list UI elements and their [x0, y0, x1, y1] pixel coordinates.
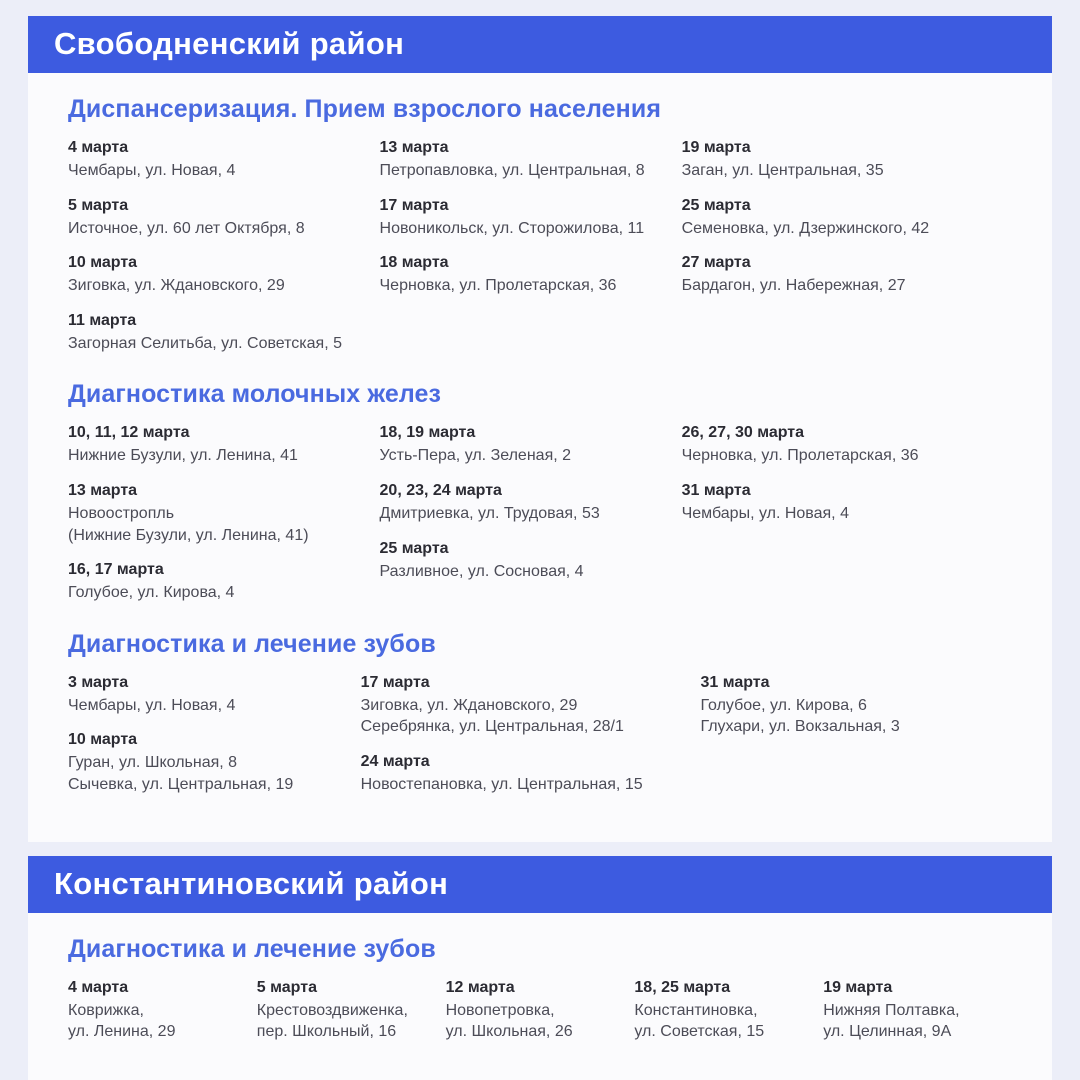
schedule-entry	[682, 423, 996, 467]
entry-place-line: Голубое, ул. Кирова, 6	[700, 696, 867, 714]
district-card	[28, 856, 1052, 1080]
schedule-column	[446, 978, 635, 1057]
schedule-column	[257, 978, 446, 1057]
entry-place-line: Чембары, ул. Новая, 4	[68, 696, 236, 714]
entry-place	[68, 695, 345, 717]
schedule-entry	[68, 423, 364, 467]
entry-date: 25 марта	[379, 539, 449, 557]
section-columns	[68, 423, 1012, 617]
entry-date: 25 марта	[681, 196, 751, 214]
entry-place-line: ул. Целинная, 9А	[823, 1023, 952, 1041]
entry-date: 18 марта	[379, 254, 449, 272]
section-columns	[68, 138, 1012, 368]
entry-place-line: Зиговка, ул. Ждановского, 29	[68, 277, 285, 295]
section-title: Диагностика и лечение зубов	[68, 629, 436, 658]
schedule-entry	[68, 978, 245, 1043]
schedule-entry	[68, 730, 345, 795]
entry-date: 10 марта	[68, 731, 138, 749]
entry-place-line: Новоостропль	[68, 504, 175, 522]
entry-place	[380, 445, 666, 467]
schedule-entry	[68, 673, 345, 717]
entry-place-line: Петропавловка, ул. Центральная, 8	[379, 162, 645, 179]
entry-place-line: Семеновка, ул. Дзержинского, 42	[681, 219, 930, 237]
entry-date: 4 марта	[68, 139, 129, 156]
schedule-entry	[380, 196, 666, 240]
schedule-entry	[682, 481, 996, 525]
entry-place	[361, 695, 685, 738]
entry-date: 5 марта	[256, 978, 317, 996]
entry-place	[682, 160, 996, 182]
service-section	[68, 95, 1012, 368]
districts-container	[28, 16, 1052, 1080]
service-section	[68, 380, 1012, 617]
entry-date: 19 марта	[823, 978, 893, 996]
entry-date: 10 марта	[68, 254, 138, 272]
schedule-entry	[446, 978, 623, 1043]
entry-place	[68, 582, 364, 604]
entry-place-line: Чембары, ул. Новая, 4	[681, 504, 849, 522]
district-body	[28, 913, 1052, 1080]
schedule-entry	[68, 311, 364, 355]
entry-place-line: Новоникольск, ул. Сторожилова, 11	[379, 219, 645, 237]
schedule-entry	[380, 423, 666, 467]
entry-date: 31 марта	[700, 673, 770, 691]
entry-place	[68, 160, 364, 182]
entry-place	[823, 1000, 1000, 1043]
entry-place-line: Чембары, ул. Новая, 4	[68, 162, 236, 179]
entry-date: 11 марта	[68, 311, 137, 329]
schedule-column	[700, 673, 1012, 810]
entry-place-line: Гуран, ул. Школьная, 8	[68, 754, 238, 772]
entry-place	[68, 752, 345, 795]
entry-place-line: ул. Школьная, 26	[445, 1023, 573, 1041]
entry-place-line: Заган, ул. Центральная, 35	[681, 162, 884, 179]
entry-place	[446, 1000, 623, 1043]
entry-place	[380, 561, 666, 583]
schedule-column	[634, 978, 823, 1057]
entry-place	[257, 1000, 434, 1043]
schedule-entry	[682, 196, 996, 240]
schedule-column	[68, 138, 380, 368]
section-columns	[68, 673, 1012, 810]
entry-date: 31 марта	[681, 481, 751, 499]
district-card	[28, 16, 1052, 842]
entry-date: 27 марта	[681, 254, 751, 272]
entry-place-line: Загорная Селитьба, ул. Советская, 5	[68, 334, 342, 352]
entry-place	[682, 503, 996, 525]
entry-place	[380, 218, 666, 240]
schedule-column	[68, 673, 361, 810]
schedule-column	[380, 138, 682, 368]
entry-date: 19 марта	[681, 139, 751, 156]
schedule-column	[68, 423, 380, 617]
entry-place-line: Сычевка, ул. Центральная, 19	[68, 775, 294, 793]
entry-date: 16, 17 марта	[68, 561, 164, 579]
schedule-entry	[361, 752, 685, 796]
entry-date: 17 марта	[379, 196, 449, 214]
entry-date: 20, 23, 24 марта	[379, 481, 502, 499]
schedule-column	[682, 423, 1012, 617]
schedule-entry	[68, 560, 364, 604]
entry-place	[682, 218, 996, 240]
entry-place-line: Серебрянка, ул. Центральная, 28/1	[360, 718, 624, 736]
entry-place-line: Крестовоздвиженка,	[256, 1001, 408, 1019]
schedule-column	[68, 978, 257, 1057]
entry-place-line: Усть-Пера, ул. Зеленая, 2	[379, 447, 572, 465]
schedule-entry	[380, 138, 666, 182]
entry-place-line: Дмитриевка, ул. Трудовая, 53	[379, 504, 600, 522]
entry-place	[68, 445, 364, 467]
entry-date: 17 марта	[360, 673, 430, 691]
schedule-entry	[634, 978, 811, 1043]
service-section	[68, 630, 1012, 810]
entry-date: 12 марта	[445, 978, 515, 996]
district-title: Свободненский район	[28, 16, 1052, 73]
entry-place-line: Новостепановка, ул. Центральная, 15	[360, 775, 643, 793]
entry-place-line: Глухари, ул. Вокзальная, 3	[700, 718, 900, 736]
entry-place	[68, 218, 364, 240]
entry-place-line: Разливное, ул. Сосновая, 4	[379, 562, 584, 580]
schedule-column	[682, 138, 1012, 368]
schedule-column	[823, 978, 1012, 1057]
entry-place-line: Константиновка,	[634, 1001, 758, 1019]
schedule-entry	[68, 253, 364, 297]
entry-place	[68, 333, 364, 355]
section-title: Диагностика и лечение зубов	[68, 934, 436, 963]
schedule-entry	[380, 481, 666, 525]
entry-place	[68, 275, 364, 297]
schedule-entry	[682, 138, 996, 182]
entry-place	[68, 1000, 245, 1043]
entry-date: 13 марта	[379, 139, 449, 156]
entry-date: 3 марта	[68, 673, 129, 691]
entry-place-line: Источное, ул. 60 лет Октября, 8	[68, 219, 305, 237]
entry-place	[380, 503, 666, 525]
entry-place	[700, 695, 996, 738]
entry-date: 18, 25 марта	[634, 978, 731, 996]
schedule-entry	[823, 978, 1000, 1043]
section-title: Диагностика молочных желез	[68, 380, 442, 409]
entry-date: 5 марта	[68, 196, 129, 214]
entry-place-line: Зиговка, ул. Ждановского, 29	[360, 696, 578, 714]
entry-place	[682, 445, 996, 467]
section-title: Диспансеризация. Прием взрослого населения	[68, 95, 662, 123]
entry-place	[682, 275, 996, 297]
entry-date: 26, 27, 30 марта	[681, 424, 805, 442]
schedule-entry	[700, 673, 996, 738]
entry-place-line: Бардагон, ул. Набережная, 27	[681, 277, 906, 295]
section-columns	[68, 978, 1012, 1057]
schedule-entry	[257, 978, 434, 1043]
schedule-entry	[682, 253, 996, 297]
schedule-column	[361, 673, 701, 810]
entry-place-line: Нижняя Полтавка,	[823, 1001, 960, 1019]
service-section	[68, 935, 1012, 1057]
entry-place-line: Черновка, ул. Пролетарская, 36	[681, 447, 919, 465]
entry-place-line: Голубое, ул. Кирова, 4	[68, 584, 235, 602]
entry-date: 4 марта	[68, 978, 129, 996]
entry-place-line: Черновка, ул. Пролетарская, 36	[379, 277, 617, 295]
district-title: Константиновский район	[28, 856, 1052, 913]
entry-place-line: пер. Школьный, 16	[256, 1023, 397, 1041]
entry-place-line: Коврижка,	[68, 1001, 144, 1019]
entry-date: 13 марта	[68, 481, 138, 499]
entry-place	[380, 275, 666, 297]
entry-date: 18, 19 марта	[379, 424, 476, 442]
entry-place	[380, 160, 666, 182]
entry-place-line: Нижние Бузули, ул. Ленина, 41	[68, 447, 298, 465]
schedule-entry	[68, 138, 364, 182]
entry-place	[361, 774, 685, 796]
entry-date: 10, 11, 12 марта	[68, 424, 190, 442]
entry-place-line: ул. Советская, 15	[634, 1023, 765, 1041]
schedule-entry	[68, 481, 364, 546]
schedule-entry	[361, 673, 685, 738]
district-body	[28, 73, 1052, 842]
entry-place	[68, 503, 364, 546]
schedule-column	[380, 423, 682, 617]
schedule-entry	[380, 539, 666, 583]
entry-place-line: (Нижние Бузули, ул. Ленина, 41)	[68, 526, 309, 544]
entry-date: 24 марта	[360, 752, 430, 770]
schedule-entry	[380, 253, 666, 297]
schedule-entry	[68, 196, 364, 240]
entry-place-line: ул. Ленина, 29	[68, 1023, 176, 1041]
entry-place	[634, 1000, 811, 1043]
entry-place-line: Новопетровка,	[445, 1001, 555, 1019]
